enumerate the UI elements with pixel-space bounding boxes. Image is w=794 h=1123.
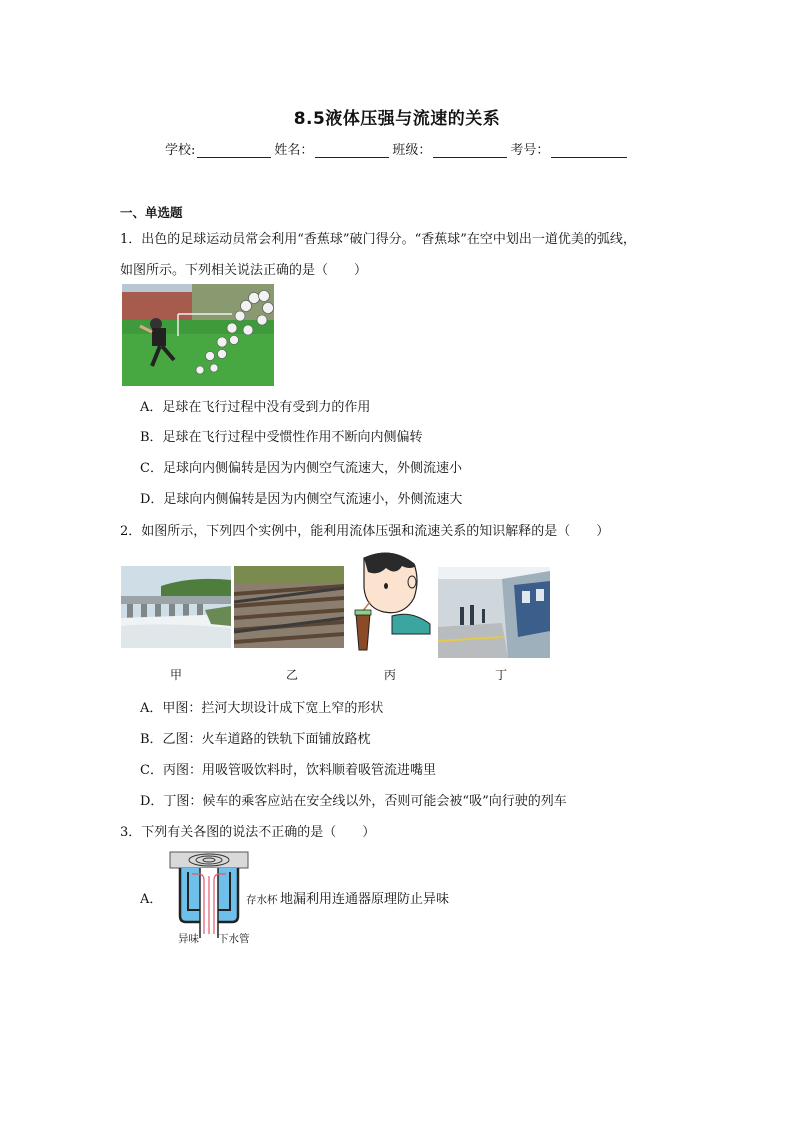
q2-stem: 2．如图所示，下列四个实例中，能利用流体压强和流速关系的知识解释的是（ ） (120, 524, 610, 539)
pipe-label: 下水管 (218, 933, 250, 945)
q1-option-a: A．足球在飞行过程中没有受到力的作用 (140, 400, 371, 415)
q3-option-a-label: A． (140, 892, 163, 907)
class-label: 班级： (392, 143, 432, 158)
floor-drain-diagram (168, 850, 252, 938)
name-label: 姓名： (274, 143, 314, 158)
school-label: 学校: (165, 143, 196, 158)
subway-platform-photo (438, 567, 550, 658)
smell-label: 异味 (178, 933, 199, 945)
dam-photo (121, 566, 231, 648)
q1-stem-line1: 1．出色的足球运动员常会利用“香蕉球”破门得分。“香蕉球”在空中划出一道优美的弧线， (120, 232, 636, 247)
q1-option-c: C．足球向内侧偏转是因为内侧空气流速大，外侧流速小 (140, 461, 462, 476)
q1-option-d: D．足球向内侧偏转是因为内侧空气流速小，外侧流速大 (140, 492, 463, 507)
cup-label: 存水杯 (246, 894, 278, 906)
caption-yi: 乙 (285, 668, 298, 682)
banana-kick-photo (122, 284, 274, 386)
q2-option-a: A．甲图：拦河大坝设计成下宽上窄的形状 (140, 701, 384, 716)
name-blank (315, 143, 389, 158)
caption-bing: 丙 (383, 668, 396, 682)
exam-no-blank (551, 143, 627, 158)
boy-drinking-illustration (352, 550, 432, 658)
school-blank (197, 143, 271, 158)
section-heading: 一、单选题 (120, 205, 183, 220)
q2-option-b: B．乙图：火车道路的铁轨下面铺放路枕 (140, 732, 371, 747)
student-info-row (165, 139, 630, 158)
q3-option-a-text: 地漏利用连通器原理防止异味 (280, 892, 450, 907)
caption-jia: 甲 (169, 668, 182, 682)
q2-option-c: C．丙图：用吸管吸饮料时，饮料顺着吸管流进嘴里 (140, 763, 436, 778)
class-blank (433, 143, 507, 158)
exam-no-label: 考号： (510, 143, 550, 158)
q1-option-b: B．足球在飞行过程中受惯性作用不断向内侧偏转 (140, 430, 423, 445)
page-title: 8.5液体压强与流速的关系 (293, 109, 501, 129)
q3-stem: 3．下列有关各图的说法不正确的是（ ） (120, 825, 376, 840)
caption-ding: 丁 (494, 668, 507, 682)
railway-photo (234, 566, 344, 648)
q1-stem-line2: 如图所示。下列相关说法正确的是（ ） (120, 263, 368, 278)
q2-option-d: D．丁图：候车的乘客应站在安全线以外，否则可能会被“吸”向行驶的列车 (140, 794, 567, 809)
